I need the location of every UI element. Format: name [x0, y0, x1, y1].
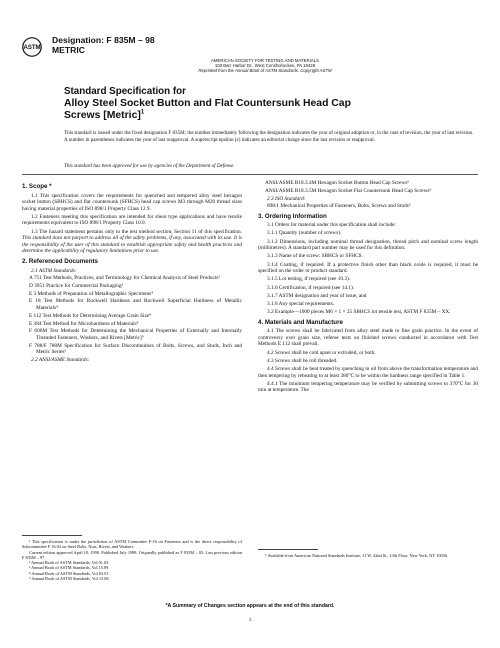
- footnote: ³ Annual Book of ASTM Standards, Vol 15.09.: [29, 565, 110, 571]
- ordering-example: 3.2 Example—1000 pieces M6 × 1 × 25 SBHCS lot tensile test, ASTM F 835M – XX.: [267, 309, 451, 316]
- ordering-item: 3.1.5 Lot testing, if required (see 10.3).: [267, 276, 351, 283]
- reference-item: E 112 Test Methods for Determining Average Grain Size⁴: [29, 312, 151, 319]
- iso-standard-heading: 2.3 ISO Standard:: [267, 195, 306, 202]
- paragraph-1-3: 1.3 The hazard statement pertains only to the test method section, Section 11 of this specification. This standard does not purport to address all of the safety problems, if any, associated with its use. It is the responsibility of the user of this standard to establish appropriate safety and health practices and determine the applicability of regulatory limitations prior to use.: [22, 228, 242, 255]
- dod-approval-note: This standard has been approved for use by agencies of the Department of Defense.: [64, 163, 235, 169]
- reference-item: E 384 Test Method for Microhardness of Materials⁴: [29, 320, 139, 327]
- footnote: Current edition approved April 10, 1998. Published July 1998. Originally published as F 835M – 83. Last previous edition F 835M – 97.: [22, 549, 242, 560]
- reference-item: ANSI/ASME B18.3.4M Hexagon Socket Button Head Cap Screws⁶: [265, 180, 410, 186]
- paragraph-3-1: 3.1 Orders for material under this specification shall include:: [267, 222, 396, 229]
- paragraph-1-1: 1.1 This specification covers the requirements for quenched and tempered alloy steel hexagon socket button (SBHCS) and flat countersunk (SFHCS) head cap screws M3 through M20 thread sizes having material properties of ISO 898/1 Property Class 12.9.: [22, 192, 242, 212]
- document-title: [64, 86, 384, 122]
- title-footnote-marker: 1: [140, 109, 145, 116]
- ansi-standards-heading: 2.2 ANSI/ASME Standards:: [31, 357, 90, 364]
- reference-item: 898/1 Mechanical Properties of Fasteners, Bolts, Screws and Studs⁶: [267, 203, 411, 210]
- svg-text:ASTM: ASTM: [23, 45, 41, 52]
- section-heading-scope: 1. Scope *: [22, 183, 52, 190]
- title-line-2: Alloy Steel Socket Button and Flat Countersunk Head Cap: [64, 98, 351, 109]
- designation: Designation: F 835M – 98: [52, 35, 155, 45]
- ordering-item: 3.1.1 Quantity (number of screws).: [267, 230, 342, 237]
- section-heading-materials: 4. Materials and Manufacture: [258, 318, 343, 326]
- footnote: ⁶ Available from American National Standards Institute, 11 W. 42nd St., 13th Floor, New York, NY 10036.: [265, 553, 449, 558]
- ordering-item: 3.1.7 ASTM designation and year of issue, and: [267, 292, 367, 299]
- reference-item: A 751 Test Methods, Practices, and Terminology for Chemical Analysis of Steel Products²: [29, 275, 221, 282]
- issued-statement: This standard is issued under the fixed designation F 835M; the number immediately following the designation indicates the year of original adoption or, in the case of revision, the year of last revision. A number in parentheses indicates the year of last reapproval. A superscript epsilon (ε) indicates an editorial change since the last revision or reapproval.: [64, 130, 474, 143]
- section-heading-referenced-documents: 2. Referenced Documents: [22, 258, 98, 266]
- left-column: [22, 180, 242, 365]
- ordering-item: 3.1.3 Name of the screw: SBHCS or SFHCS.: [267, 253, 363, 260]
- footnotes-right: [258, 553, 478, 558]
- footnote: ⁴ Annual Book of ASTM Standards, Vol 03.01.: [29, 570, 110, 576]
- reference-item: D 3951 Practice for Commercial Packaging³: [29, 282, 124, 289]
- right-column: [258, 180, 478, 396]
- summary-of-changes-note: *A Summary of Changes section appears at the end of this standard.: [165, 603, 335, 609]
- ordering-item: 3.1.8 Any special requirements.: [267, 300, 335, 307]
- page-number: 1: [248, 617, 252, 623]
- materials-item: 4.4 Screws shall be heat treated by quenching in oil from above the transformation temperature and then tempering by reheating to at least 380°C to be within the hardness range specified in Table 1.: [258, 365, 478, 379]
- footnote: ⁵ Annual Book of ASTM Standards, Vol 15.08.: [29, 576, 110, 582]
- materials-item: 4.1 The screws shall be fabricated from alloy steel made to fine grain practice. In the event of controversy over grain size, referee tests on finished screws conducted in accordance with Test Methods E 112 shall prevail.: [258, 328, 478, 348]
- section-heading-ordering: 3. Ordering Information: [258, 212, 327, 220]
- footnote: ² Annual Book of ASTM Standards, Vol 01.03.: [29, 560, 110, 566]
- reference-item: F 788/F 788M Specification for Surface Discontinuities of Bolts, Screws, and Studs, Inch and Metric Series⁵: [29, 342, 242, 356]
- ordering-item: 3.1.4 Coating, if required. If a protective finish other than black oxide is required, it must be specified on the order or product standard.: [258, 261, 478, 275]
- reference-item: E 3 Methods of Preparation of Metallographic Specimens⁴: [29, 290, 154, 297]
- reference-item: E 18 Test Methods for Rockwell Hardness and Rockwell Superficial Hardness of Metallic Materials⁴: [29, 298, 242, 312]
- publisher-line: AMERICAN SOCIETY FOR TESTING AND MATERIALS: [211, 58, 319, 63]
- reference-item: ANSI/ASME B18.3.5M Hexagon Socket Flat Countersunk Head Cap Screws⁶: [265, 187, 432, 194]
- materials-item: 4.4.1 The minimum tempering temperature may be verified by submitting screws to 370°C for 30 min at temperature. The: [258, 380, 478, 394]
- publisher-info: [150, 58, 380, 73]
- header-divider: [22, 174, 478, 175]
- paragraph-1-2: 1.2 Fasteners meeting this specification are intended for shear type applications and have tensile requirements equivalent to ISO 898/1 Property Class 10.9.: [22, 213, 242, 227]
- footnote-divider: [258, 549, 318, 550]
- footnotes-left: [22, 539, 242, 581]
- title-line-1: Standard Specification for: [64, 86, 186, 97]
- footnote: ¹ This specification is under the jurisdiction of ASTM Committee F-16 on Fasteners and is the direct responsibility of Subcommittee F 16.02 on Steel Bolts, Nuts, Rivets, and Washers.: [22, 539, 242, 550]
- publisher-line: 100 Barr Harbor Dr., West Conshohocken, PA 19428: [214, 63, 316, 69]
- footnote-divider: [22, 535, 82, 536]
- materials-item: 4.2 Screws shall be cold upset or extruded, or both.: [267, 349, 376, 356]
- title-line-3: Screws [Metric]$^1$: [64, 109, 145, 121]
- ordering-item: 3.1.6 Certification, if required (see 14.1).: [267, 284, 355, 291]
- metric-label: METRIC: [52, 45, 85, 55]
- ordering-item: 3.1.2 Dimensions, including nominal thread designation, thread pitch and nominal screw length (millimetres). A standard part number may be used for this definition.: [258, 238, 478, 252]
- astm-standards-heading: 2.1 ASTM Standards:: [31, 267, 77, 274]
- materials-item: 4.3 Screws shall be roll threaded.: [267, 357, 338, 364]
- reference-item: F 606M Test Methods for Determining the Mechanical Properties of Externally and Internally Threaded Fasteners, Washers, and Rivets [Metric]⁵: [29, 328, 242, 341]
- astm-logo-icon: [22, 36, 42, 58]
- publisher-line: Reprinted from the Annual Book of ASTM Standards. Copyright ASTM: [198, 68, 332, 74]
- designation-block: [52, 35, 155, 55]
